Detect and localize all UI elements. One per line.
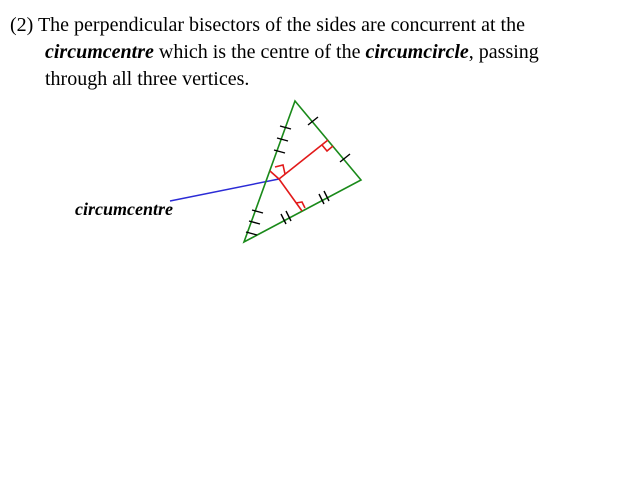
circumcentre-label: circumcentre bbox=[75, 199, 173, 219]
bisector-bottom-side bbox=[279, 179, 302, 211]
term-circumcentre: circumcentre bbox=[45, 41, 154, 63]
bisector-right-side bbox=[279, 140, 328, 179]
statement-mid-1: which is the centre of the bbox=[153, 41, 366, 63]
statement-mid-2: , passing bbox=[468, 41, 539, 63]
term-circumcircle: circumcircle bbox=[365, 41, 469, 63]
right-angle-marker-left bbox=[275, 165, 285, 174]
right-angle-marker-right bbox=[322, 145, 333, 151]
bisector-left-side bbox=[270, 171, 279, 179]
tick-left-lower-1 bbox=[252, 210, 263, 213]
statement-line-3-text: through all three vertices. bbox=[45, 68, 250, 90]
statement-prefix: (2) The perpendicular bisectors of the sides are concurrent at the bbox=[10, 14, 525, 36]
triangle bbox=[244, 101, 361, 242]
tick-left-upper-2 bbox=[277, 138, 288, 141]
